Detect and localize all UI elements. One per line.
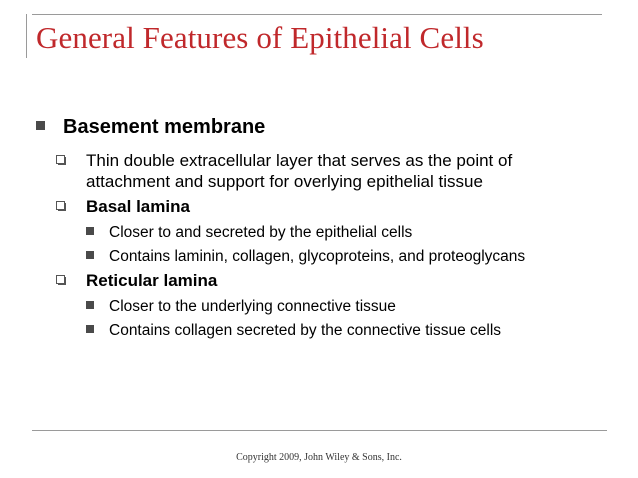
sub-bullet-reticular-1 <box>86 298 396 316</box>
footer-rule <box>32 430 607 431</box>
sub-bullet-text: Closer to the underlying connective tissue <box>109 298 396 315</box>
shadowed-box-bullet-icon <box>56 201 65 211</box>
top-rule <box>32 14 602 15</box>
bullet-label: Basement membrane <box>63 116 266 138</box>
shadowed-box-bullet-icon <box>56 155 65 165</box>
sub-bullet-basal-2 <box>86 248 525 266</box>
square-bullet-icon <box>86 251 94 259</box>
bullet-label: Reticular lamina <box>86 271 218 290</box>
sub-bullet-text: Contains laminin, collagen, glycoproteins, and proteoglycans <box>109 248 526 265</box>
left-rule <box>26 14 27 58</box>
shadowed-box-bullet-icon <box>56 275 65 285</box>
sub-bullet-reticular-2 <box>86 322 501 340</box>
copyright-footer: Copyright 2009, John Wiley & Sons, Inc. <box>236 452 402 463</box>
sub-bullet-text: Closer to and secreted by the epithelial cells <box>109 224 413 241</box>
bullet-basement-membrane <box>36 116 265 139</box>
square-bullet-icon <box>86 301 94 309</box>
bullet-label: Basal lamina <box>86 197 190 216</box>
bullet-text-line1: Thin double extracellular layer that serves as the point of <box>86 151 513 170</box>
square-bullet-icon <box>86 227 94 235</box>
sub-bullet-text: Contains collagen secreted by the connective tissue cells <box>109 322 502 339</box>
sub-bullet-basal-1 <box>86 224 412 242</box>
square-bullet-icon <box>36 121 45 130</box>
square-bullet-icon <box>86 325 94 333</box>
bullet-text-line2: attachment and support for overlying epithelial tissue <box>86 172 483 191</box>
slide-title: General Features of Epithelial Cells <box>36 20 484 55</box>
